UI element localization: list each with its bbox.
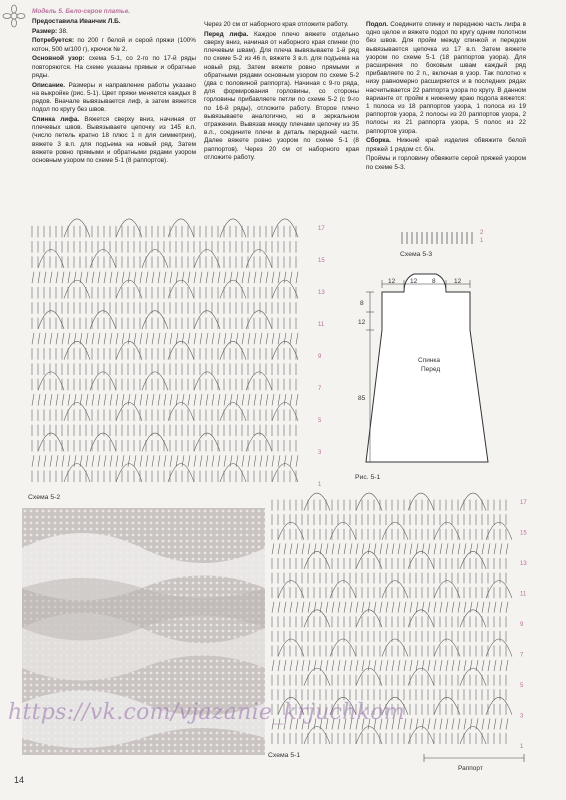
flower-ornament-icon: [2, 4, 26, 28]
scheme-5-3-row-2: 2: [480, 230, 484, 236]
vk-watermark: https://vk.com/vjazanie_krjuchkom: [8, 700, 406, 725]
hem-value: Соедините спинку и переднюю часть лифа в одно целое и вяжете подол по кругу одним полотном без швов. Для пройм между спинкой и передом вывязывается цепочка из 17 в.п. Затем вяжете узором по схеме 5-1 (18 раппортов узора). Для расширения по боковым швам каждый ряд прибавляете по 2 п., включая в узор. Так полотно к низу равномерно расширяется и в последних рядах насчитывается 22 раппорта узора по кругу. В данном варианте от пройм к нижнему краю подола вяжется: 1 полоса из 18 раппортов узора, 1 полоса из 19 раппортов узора, 2 полосы из 20 раппортов узора, 2 полосы из 21 раппорта узора, 5 полос из 22 раппортов узора.: [366, 21, 526, 135]
hem-label: Подол.: [366, 21, 389, 28]
row-number: 9: [318, 354, 322, 360]
row-number: 15: [318, 258, 325, 264]
row-number: 11: [318, 322, 325, 328]
model-title: Модель 5. Бело-серое платье.: [32, 8, 131, 15]
row-number: 13: [318, 290, 325, 296]
row-number: 11: [520, 591, 527, 598]
description-value: Размеры и направление работы указано на выкройке (рис. 5-1). Цвет пряжи меняется каждых 8 рядов. Вначале вывязывается лиф, а затем вяжется подол по кругу без швов.: [32, 81, 196, 114]
back-bodice-label: Спинка лифа.: [32, 116, 80, 123]
scheme-5-2-label: Схема 5-2: [28, 494, 61, 501]
row-number: 17: [520, 500, 527, 506]
scheme-5-3-label: Схема 5-3: [400, 251, 433, 258]
row-number: 5: [318, 418, 322, 424]
assembly-value: Нижний край изделия обвяжите белой пряжей 1 рядом ст. б/н.: [366, 137, 526, 153]
text-column-1: [32, 8, 196, 167]
page-number: 14: [14, 775, 25, 785]
pattern-dim-top-1: 12: [388, 278, 396, 285]
pattern-dim-top-4: 12: [454, 278, 462, 285]
scheme-5-3-row-1: 1: [480, 238, 484, 244]
assembly-label: Сборка.: [366, 137, 391, 145]
materials-value: по 200 г белой и серой пряжи (100% котон, 500 м/100 г), крючок № 2.: [32, 37, 196, 53]
row-number: 1: [520, 744, 524, 750]
front-bodice-label: Перед лифа.: [204, 30, 249, 38]
row-number: 3: [318, 450, 322, 456]
text-column-2: [204, 21, 359, 164]
edging-note: Проймы и горловину обвяжите серой пряжей узором по схеме 5-3.: [366, 155, 526, 171]
row-number: 3: [520, 713, 524, 720]
scheme-5-1-label: Схема 5-1: [268, 752, 301, 759]
scheme-5-2-chart: [28, 218, 328, 488]
row-number: 7: [520, 652, 524, 659]
row-number: 1: [318, 482, 322, 488]
pattern-label-back: Спинка: [418, 357, 441, 364]
size-value: 38.: [57, 27, 68, 35]
row-number: 13: [520, 561, 527, 567]
size-label: Размер:: [32, 27, 58, 35]
text-column-3: [366, 21, 526, 173]
pattern-dim-top-3: 8: [432, 278, 436, 285]
row-number: 5: [520, 683, 524, 689]
rapport-bracket: [420, 750, 530, 774]
front-bodice-value: Каждое плечо вяжете отдельно сверху вниз, начиная от наборного края спинки (по плечевым швам). Для плеча вывязываете 1-й ряд по схеме 5-2 из 46 п, вяжете 3 в.п. для подъема на новый ряд. Затем вяжете ровно прямыми и обратными рядами основным узором по схеме 5-2 (два с половиной раппорта). Начиная с 9-го ряда, для формирования горловины, со стороны горловины прибавляете петли по схеме 5-2 (с 9-го по 16-й ряды), отложите работу. Второе плечо вывязываете аналогично, но в зеркальном отражении. Вывязав между плечами цепочку из 35 в.п., соедините плечи в деталь передней части. Далее вяжете ровно узором по схеме 5-1 (8 раппортов). Через 20 см от наборного края отложите работу.: [204, 30, 359, 161]
pattern-dim-left-1: 8: [360, 300, 364, 307]
materials-label: Потребуется:: [32, 37, 75, 45]
pattern-label-front: Перед: [421, 366, 441, 373]
rapport-label: Раппорт: [458, 765, 483, 772]
figure-caption: Рис. 5-1: [355, 474, 381, 481]
row-number: 9: [520, 622, 524, 628]
pattern-dim-left-2: 12: [358, 319, 366, 326]
author-line: Предоставила Иванчик Л.Б.: [32, 17, 121, 25]
back-bodice-value: Вяжется сверху вниз, начиная от плечевых швов. Вывязываете цепочку из 145 в.п. (число петель кратно 18 плюс 1 п для симметрии), вяжете 3 в.п. для подъема на новый ряд. Затем вяжете ровно прямыми и обратными рядами узором основным узором по схеме 5-1 (8 раппортов).: [32, 116, 197, 165]
row-number: 15: [520, 530, 527, 537]
description-label: Описание.: [32, 81, 66, 89]
dress-pattern-figure: [346, 270, 532, 482]
pattern-label: Основной узор:: [32, 55, 85, 63]
row-number: 17: [318, 226, 325, 232]
scheme-5-3-chart: [398, 226, 488, 250]
row-number: 7: [318, 386, 322, 392]
pattern-value: схема 5-1, со 2-го по 17-й ряды повторяются. На схеме указаны прямые и обратные ряды.: [32, 55, 196, 79]
pattern-dim-left-long: 85: [358, 395, 366, 402]
pattern-dim-top-2: 12: [410, 278, 418, 285]
paragraph-set-aside: Через 20 см от наборного края отложите работу.: [204, 21, 349, 28]
